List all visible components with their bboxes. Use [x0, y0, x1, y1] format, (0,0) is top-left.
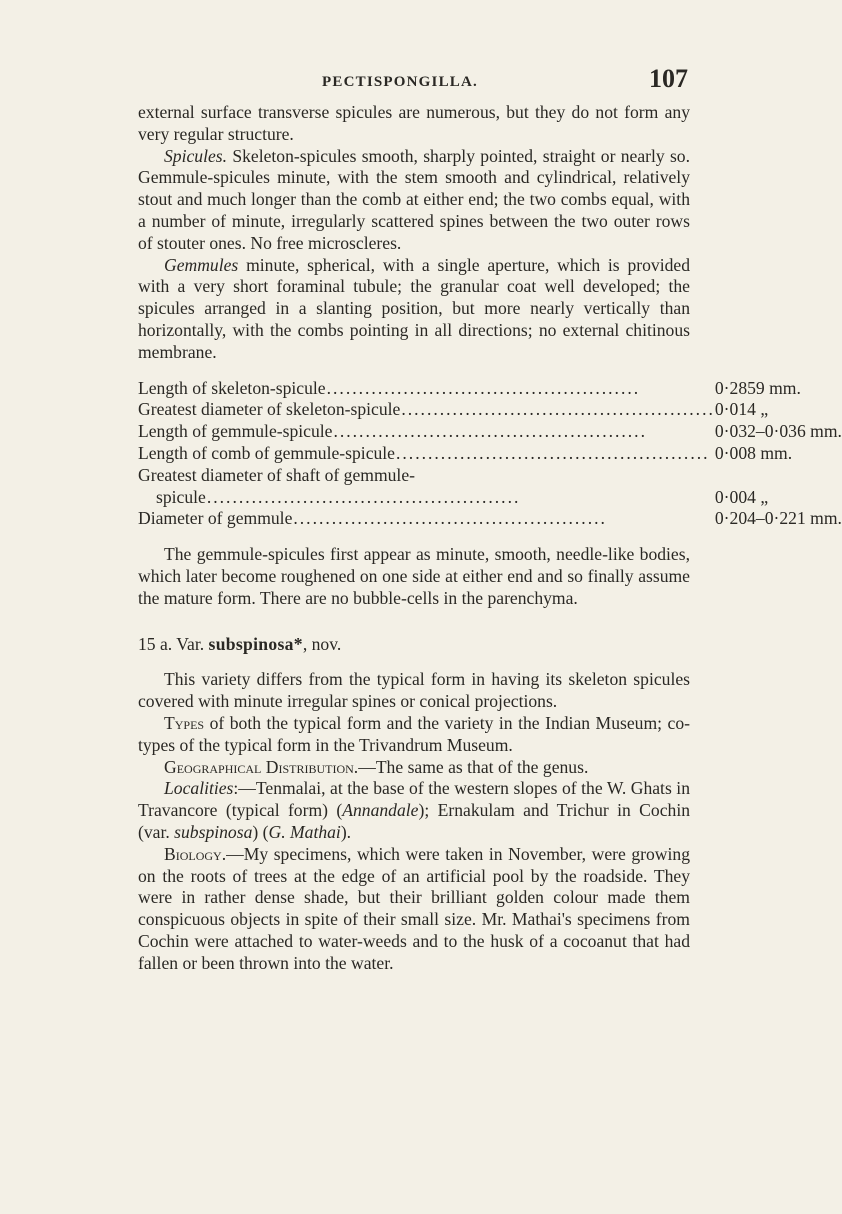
- gemmules-label: Gemmules: [164, 254, 239, 275]
- paragraph-gemmules: [138, 255, 690, 364]
- paragraph-types: [138, 713, 690, 757]
- spicules-text: Skeleton-spicules smooth, sharply pointed, straight or nearly so. Gemmule-spicules minute, with the stem smooth and cylindrical, relatively stout and much longer than the comb at either end; the two combs equal, with a number of minute, irregularly scattered spines between the two outer rows of stouter ones. No free microscleres.: [138, 145, 690, 253]
- paragraph-biology: [138, 844, 690, 975]
- measurement-row: spicule ................................................. 0·004 „: [138, 487, 842, 509]
- localities-text: ); Ernakulam and Trichur in Cochin (var.: [138, 800, 691, 842]
- measurement-label: Length of gemmule-spicule: [138, 421, 333, 442]
- localities-text: ).: [340, 821, 352, 842]
- measurement-row: Greatest diameter of skeleton-spicule ................................................. 0·014 „: [138, 399, 842, 421]
- measurement-value: 0·032–0·036 mm.: [714, 421, 842, 442]
- collector-mathai: G. Mathai: [268, 821, 341, 842]
- measurement-value: 0·014 „: [714, 399, 769, 420]
- variety-name: subspinosa*: [208, 633, 303, 654]
- measurements-table: [138, 378, 842, 531]
- measurement-row: Length of skeleton-spicule ................................................. 0·2859 mm.: [138, 378, 842, 400]
- types-label: Types: [164, 712, 205, 733]
- measurement-label: Diameter of gemmule: [138, 508, 293, 529]
- measurement-value: [715, 465, 842, 487]
- measurement-value: 0·004 „: [714, 486, 769, 507]
- page-body: [138, 102, 842, 974]
- measurement-value: 0·204–0·221 mm.: [714, 508, 842, 529]
- measurement-label: Length of comb of gemmule-spicule: [138, 442, 395, 463]
- spicules-label: Spicules.: [164, 145, 228, 166]
- geo-text: —The same as that of the genus.: [358, 756, 589, 777]
- measurement-label: spicule: [156, 486, 206, 507]
- paragraph-localities: [138, 778, 690, 843]
- measurement-row: [138, 465, 842, 487]
- biology-label: Biology.: [164, 843, 227, 864]
- collector-annandale: Annandale: [342, 800, 419, 821]
- variety-number: 15 a.: [138, 633, 173, 654]
- page-header: [0, 62, 800, 102]
- paragraph-gemmule-spicules: The gemmule-spicules first appear as minute, smooth, needle-like bodies, which later become roughened on one side at either end and so finally assume the mature form. There are no bubble-cells in the parenchyma.: [138, 544, 690, 608]
- paragraph-structure: external surface transverse spicules are numerous, but they do not form any very regular structure.: [138, 102, 690, 144]
- biology-text: —My specimens, which were taken in November, were growing on the roots of trees at the edge of an artificial pool by the roadside. They were in rather dense shade, but their brilliant golden colour made them conspicuous objects in spite of their small size. Mr. Mathai's specimens from Cochin were attached to water-weeds and to the husk of a cocoanut that had fallen or been thrown into the water.: [138, 843, 690, 973]
- localities-text: ) (: [252, 821, 269, 842]
- measurement-label: Length of skeleton-spicule: [138, 377, 326, 398]
- paragraph-geographical-distribution: [138, 757, 690, 779]
- measurement-value: 0·2859 mm.: [714, 377, 801, 398]
- localities-label: Localities: [164, 778, 234, 799]
- measurement-label: Greatest diameter of shaft of gemmule-: [138, 464, 415, 485]
- paragraph-variety: This variety differs from the typical form in having its skeleton spicules covered with minute irregular spines or conical projections.: [138, 669, 690, 712]
- paragraph-spicules: [138, 146, 690, 255]
- measurement-row: Length of gemmule-spicule ................................................. 0·032–0·036 mm.: [138, 421, 842, 442]
- measurement-row: Length of comb of gemmule-spicule ................................................. 0·008 mm.: [138, 443, 842, 465]
- measurement-label: Greatest diameter of skeleton-spicule: [138, 399, 401, 420]
- gemmules-text: minute, spherical, with a single aperture, which is provided with a very short foraminal tubule; the granular coat well developed; the spicules arranged in a slanting position, but more nearly vertically than horizontally, with the combs pointing in all directions; no external chitinous membrane.: [138, 254, 690, 362]
- variety-suffix: , nov.: [302, 633, 342, 654]
- measurement-row: Diameter of gemmule ................................................. 0·204–0·221 mm.: [138, 508, 842, 529]
- measurement-value: 0·008 mm.: [714, 442, 793, 463]
- types-text: of both the typical form and the variety in the Indian Museum; co-types of the typical form in the Trivandrum Museum.: [138, 712, 690, 755]
- localities-text: :—Tenmalai, at the base of the western slopes of the W. Ghats in Travancore (typical form) (: [138, 778, 690, 821]
- page-number: 107: [649, 64, 688, 93]
- running-head: PECTISPONGILLA.: [322, 74, 478, 90]
- geo-label: Geographical Distribution.: [164, 756, 359, 777]
- variety-ref: subspinosa: [174, 821, 253, 842]
- variety-prefix: Var.: [172, 633, 209, 654]
- variety-heading: [138, 634, 690, 656]
